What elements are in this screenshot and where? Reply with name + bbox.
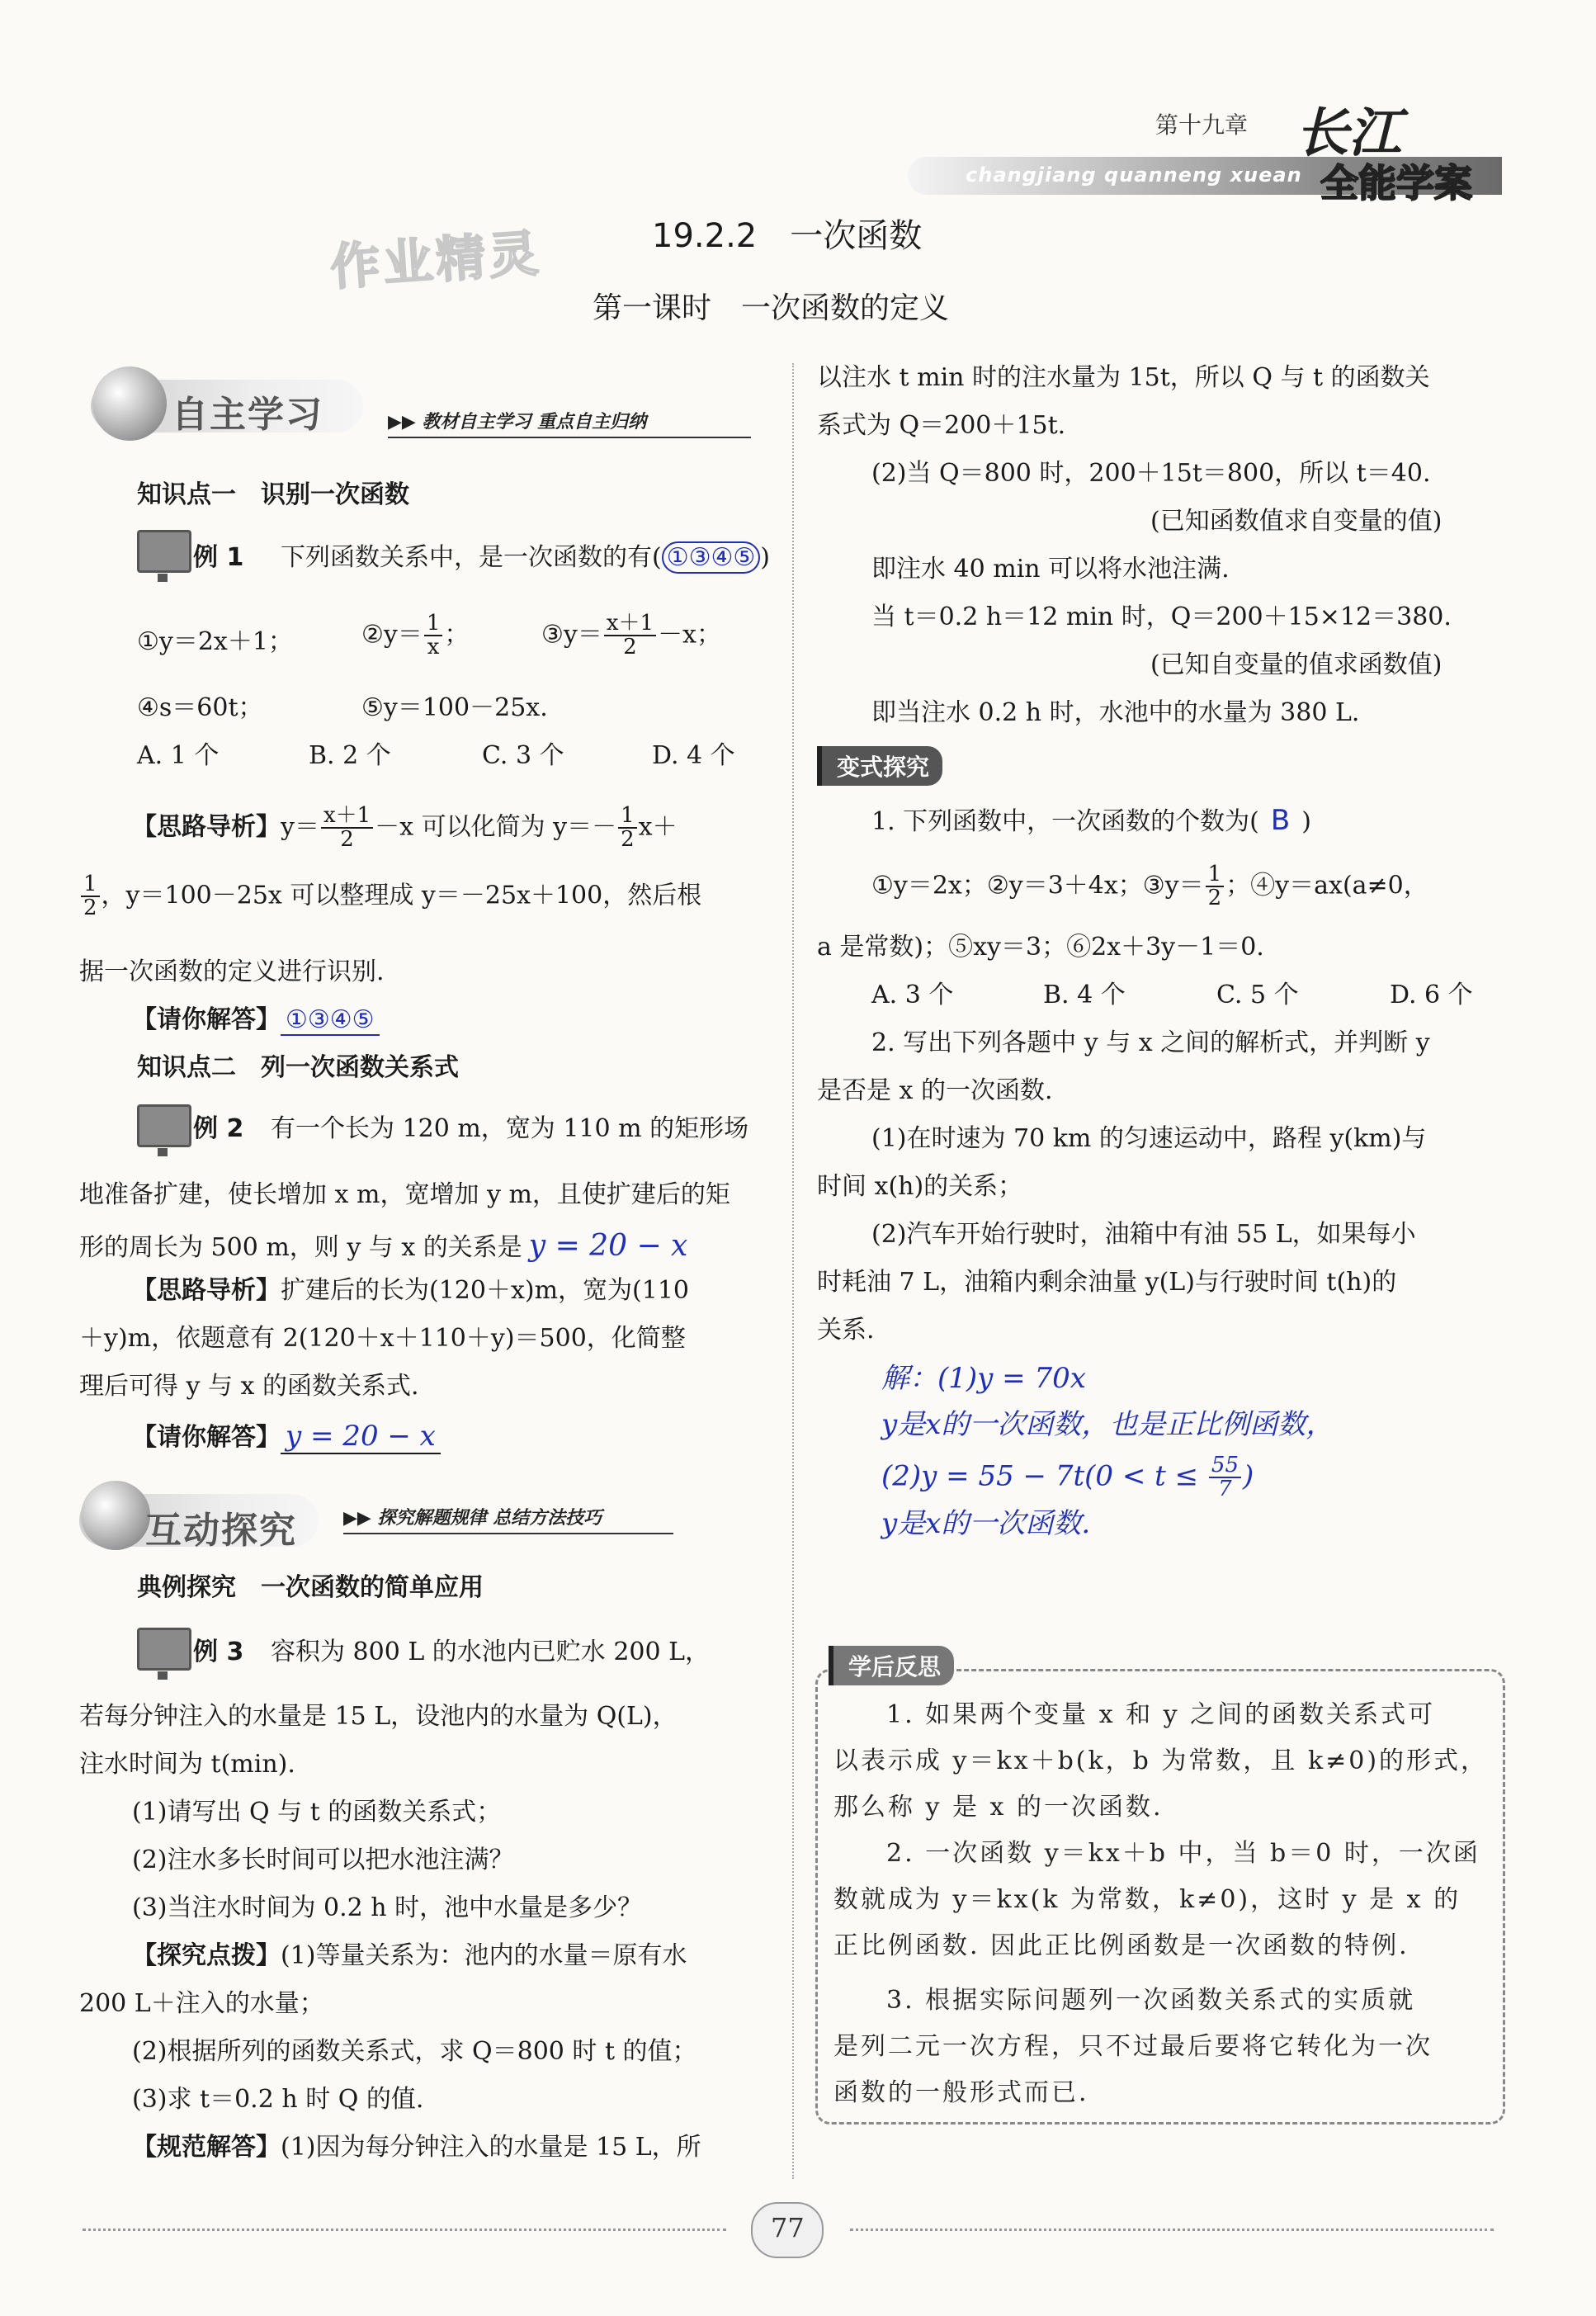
answer-2-label: 【请你解答】 (132, 1423, 281, 1452)
variant-1-options-1 (871, 863, 1428, 910)
variant-1-close: ) (1301, 807, 1311, 836)
example-1-text (281, 543, 770, 573)
example-1-option-3 (541, 612, 721, 659)
variant-1-opts-a: ①y＝2x；②y＝3＋4x；③y＝ (871, 871, 1204, 900)
example-1-option-5: ⑤y＝100－25x. (361, 693, 548, 722)
hw3-text-b: ) (1243, 1459, 1254, 1493)
example-1-choice-d: D. 4 个 (652, 741, 735, 770)
opt2-numerator: 1 (424, 612, 443, 636)
variant-tag: 变式探究 (817, 746, 942, 786)
example-3-line-2: 若每分钟注入的水量是 15 L，设池内的水量为 Q(L)， (79, 1702, 678, 1731)
example-1-answer: ①③④⑤ (662, 541, 761, 574)
opt2-suffix: ； (444, 620, 470, 650)
guide-frac3-den: 2 (83, 896, 97, 921)
variant-1-options-2: a 是常数)；⑤xy＝3；⑥2x＋3y－1＝0. (817, 933, 1264, 962)
example-3-line-3: 注水时间为 t(min). (79, 1750, 295, 1779)
planet-icon (81, 1481, 150, 1550)
solution-line-7: 即当注水 0.2 h 时，水池中的水量为 380 L. (871, 698, 1360, 727)
opt2-fraction (424, 612, 443, 659)
handwritten-answer-3 (881, 1454, 1254, 1501)
example-3-question-2: (2)注水多长时间可以把水池注满？ (132, 1846, 514, 1874)
guide-text-b: －x 可以化简为 y＝－ (375, 812, 617, 842)
solution-line-6: 当 t＝0.2 h＝12 min 时，Q＝200＋15×12＝380. (871, 603, 1452, 631)
example-1-choice-c: C. 3 个 (482, 741, 564, 770)
guide-2-line-1 (132, 1276, 689, 1306)
example-2-line-1: 有一个长为 120 m，宽为 110 m 的矩形场 (271, 1114, 749, 1143)
example-2-answer: y = 20 − x (528, 1229, 688, 1263)
tip-line-1 (132, 1941, 687, 1971)
example-1-option-1: ①y＝2x＋1； (137, 627, 293, 656)
footer-rule-right (850, 2229, 1494, 2231)
hw3-fraction (1209, 1454, 1241, 1501)
tip-line-4: (3)求 t＝0.2 h 时 Q 的值. (132, 2085, 424, 2114)
guide-frac3-num: 1 (81, 873, 100, 897)
hw3-frac-num: 55 (1209, 1454, 1241, 1478)
guide-fraction-2 (618, 805, 637, 852)
example-2-label: 例 2 (193, 1114, 244, 1143)
opt3-numerator: x＋1 (604, 612, 656, 636)
tip-line-3: (2)根据所列的函数关系式，求 Q＝800 时 t 的值； (132, 2037, 697, 2066)
opt3-suffix: －x； (658, 620, 721, 650)
reflection-line-2: 以表示成 y＝kx＋b(k，b 为常数，且 k≠0)的形式， (833, 1746, 1489, 1775)
footer-rule-left (83, 2229, 726, 2231)
interactive-subtitle: ▶▶ 探究解题规律 总结方法技巧 (343, 1504, 673, 1534)
example-2-icon (137, 1104, 191, 1147)
tip-text-1: (1)等量关系为：池内的水量＝原有水 (281, 1941, 687, 1970)
opt3-prefix: ③y＝ (541, 620, 602, 650)
solution-label: 【规范解答】 (132, 2133, 281, 2162)
guide-2-line-2: ＋y)m，依题意有 2(120＋x＋110＋y)＝500，化简整 (79, 1324, 686, 1353)
opt2-denominator: x (427, 635, 440, 660)
typical-example-title: 典例探究 一次函数的简单应用 (137, 1573, 484, 1602)
reflection-line-9: 函数的一般形式而已. (833, 2078, 1089, 2107)
guide-label: 【思路导析】 (132, 812, 281, 842)
variant-2-line-2: 是否是 x 的一次函数. (817, 1076, 1053, 1105)
example-3-label: 例 3 (193, 1638, 244, 1666)
solution-line-2: 以注水 t min 时的注水量为 15t，所以 Q 与 t 的函数关 (817, 363, 1430, 392)
variant-1-opts-b: ；④y＝ax(a≠0， (1225, 871, 1428, 900)
variant-1-answer: B (1270, 804, 1291, 837)
guide-frac2-num: 1 (618, 805, 637, 829)
example-2-question: 形的周长为 500 m，则 y 与 x 的关系是 (79, 1233, 522, 1262)
example-2-line-3 (79, 1228, 687, 1264)
interactive-banner: 互动探究 (145, 1510, 297, 1552)
answer-1 (132, 1005, 380, 1035)
solution-line-1 (132, 2133, 701, 2162)
variant-1-choice-c: C. 5 个 (1216, 981, 1299, 1009)
variant-2-line-1: 2. 写出下列各题中 y 与 x 之间的解析式，并判断 y (871, 1028, 1430, 1057)
guide-text-a: y＝ (281, 812, 319, 842)
solution-line-3: 系式为 Q＝200＋15t. (817, 411, 1066, 440)
variant-1-question (871, 804, 1311, 838)
watermark: 作业精灵 (328, 225, 544, 297)
tip-label: 【探究点拨】 (132, 1941, 281, 1970)
guide-2-text-1: 扩建后的长为(120＋x)m，宽为(110 (281, 1276, 689, 1305)
guide-text-c: x＋ (638, 812, 678, 842)
example-1-close: ) (760, 543, 771, 572)
self-study-banner: 自主学习 (172, 394, 323, 436)
opt3-fraction (604, 612, 656, 659)
solution-text-1: (1)因为每分钟注入的水量是 15 L，所 (281, 2133, 701, 2162)
variant-1-frac-den: 2 (1207, 886, 1222, 911)
handwritten-answer-4: y是x的一次函数. (881, 1507, 1091, 1540)
reflection-line-3: 那么称 y 是 x 的一次函数. (833, 1793, 1164, 1822)
example-1-question: 下列函数关系中，是一次函数的有( (281, 543, 662, 572)
reflection-line-6: 正比例函数. 因此正比例函数是一次函数的特例. (833, 1931, 1409, 1960)
variant-1-text: 1. 下列函数中，一次函数的个数为( (871, 807, 1259, 836)
guide-1-line-1 (132, 805, 678, 852)
opt2-prefix: ②y＝ (361, 620, 423, 650)
example-3-question-1: (1)请写出 Q 与 t 的函数关系式； (132, 1798, 502, 1827)
guide-frac1-num: x＋1 (321, 805, 373, 829)
variant-1-choice-d: D. 6 个 (1390, 981, 1473, 1009)
variant-1-choice-a: A. 3 个 (871, 981, 954, 1009)
variant-2-line-6: 时耗油 7 L，油箱内剩余油量 y(L)与行驶时间 t(h)的 (817, 1268, 1397, 1297)
answer-label: 【请你解答】 (132, 1005, 281, 1034)
variant-2-line-4: 时间 x(h)的关系； (817, 1172, 1023, 1201)
reflection-line-5: 数就成为 y＝kx(k 为常数，k≠0)，这时 y 是 x 的 (833, 1885, 1461, 1914)
hw3-frac-den: 7 (1218, 1477, 1232, 1502)
header (908, 99, 1502, 206)
solution-line-4: (2)当 Q＝800 时，200＋15t＝800，所以 t＝40. (871, 459, 1431, 488)
guide-frac1-den: 2 (340, 827, 354, 853)
column-divider (792, 363, 794, 2179)
guide-fraction-3 (81, 873, 100, 920)
brand-logo: 全能学案 (1320, 161, 1472, 206)
variant-2-line-3: (1)在时速为 70 km 的匀速运动中，路程 y(km)与 (871, 1124, 1427, 1153)
reflection-line-4: 2. 一次函数 y＝kx＋b 中，当 b＝0 时，一次函 (886, 1839, 1480, 1868)
lesson-title: 第一课时 一次函数的定义 (593, 291, 950, 325)
solution-note-1: (已知函数值求自变量的值) (1150, 507, 1443, 536)
guide-1-line-2 (79, 873, 701, 920)
variant-2-line-5: (2)汽车开始行驶时，油箱中有油 55 L，如果每小 (871, 1220, 1416, 1249)
guide-frac2-den: 2 (621, 827, 635, 853)
variant-1-choice-b: B. 4 个 (1043, 981, 1126, 1009)
knowledge-point-2: 知识点二 列一次函数关系式 (137, 1053, 459, 1082)
guide-fraction-1 (321, 805, 373, 852)
example-3-question-3: (3)当注水时间为 0.2 h 时，池中水量是多少？ (132, 1893, 643, 1922)
globe-icon (92, 366, 167, 441)
chapter-label: 第十九章 (1155, 111, 1249, 139)
reflection-tag: 学后反思 (829, 1646, 954, 1685)
example-3-line-1: 容积为 800 L 的水池内已贮水 200 L， (271, 1638, 711, 1666)
reflection-line-7: 3. 根据实际问题列一次函数关系式的实质就 (886, 1986, 1416, 2015)
example-2-line-2: 地准备扩建，使长增加 x m，宽增加 y m，且使扩建后的矩 (79, 1180, 730, 1209)
self-study-subtitle: ▶▶ 教材自主学习 重点自主归纳 (388, 408, 751, 438)
guide-text-d: ，y＝100－25x 可以整理成 y＝－25x＋100，然后根 (101, 881, 702, 910)
answer-2 (132, 1420, 441, 1453)
tip-line-2: 200 L＋注入的水量； (79, 1989, 324, 2018)
guide-2-line-3: 理后可得 y 与 x 的函数关系式. (79, 1372, 419, 1401)
answer-2-value: y = 20 − x (281, 1420, 441, 1454)
example-1-choice-b: B. 2 个 (309, 741, 391, 770)
example-1-option-2 (361, 612, 469, 659)
reflection-line-8: 是列二元一次方程，只不过最后要将它转化为一次 (833, 2032, 1433, 2061)
handwritten-answer-2: y是x的一次函数，也是正比例函数， (881, 1408, 1334, 1441)
solution-note-2: (已知自变量的值求函数值) (1150, 650, 1443, 679)
brand-logo-top: 长江 (1296, 102, 1401, 164)
reflection-line-1: 1. 如果两个变量 x 和 y 之间的函数关系式可 (886, 1700, 1436, 1729)
example-1-option-4: ④s＝60t； (137, 693, 263, 722)
knowledge-point-1: 知识点一 识别一次函数 (137, 480, 409, 509)
example-3-icon (137, 1628, 191, 1671)
solution-line-5: 即注水 40 min 可以将水池注满. (871, 555, 1230, 584)
variant-1-frac-num: 1 (1206, 863, 1225, 887)
example-1-icon (137, 530, 191, 573)
guide-1-line-3: 据一次函数的定义进行识别. (79, 957, 385, 986)
brand-pinyin: changjiang quanneng xuean (966, 163, 1302, 187)
guide-2-label: 【思路导析】 (132, 1276, 281, 1305)
answer-1-value: ①③④⑤ (281, 1005, 380, 1036)
variant-2-line-7: 关系. (817, 1316, 875, 1345)
section-title: 19.2.2 一次函数 (652, 217, 923, 255)
opt3-denominator: 2 (623, 635, 637, 660)
hw3-text-a: (2)y = 55 − 7t(0 < t ≤ (881, 1459, 1207, 1493)
variant-1-fraction (1206, 863, 1225, 910)
example-1-label: 例 1 (193, 543, 244, 572)
page-number: 77 (771, 2212, 805, 2243)
example-1-choice-a: A. 1 个 (137, 741, 220, 770)
handwritten-answer-1: 解：(1)y = 70x (881, 1362, 1086, 1395)
